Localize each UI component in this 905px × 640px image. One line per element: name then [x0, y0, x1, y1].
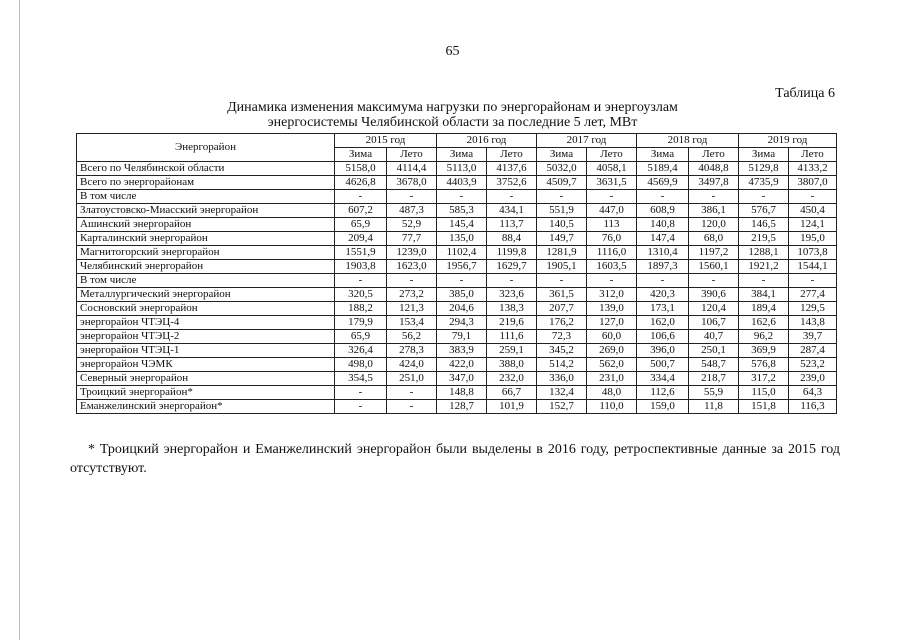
value-cell: 287,4: [789, 344, 837, 358]
value-cell: 487,3: [387, 204, 437, 218]
value-cell: 551,9: [537, 204, 587, 218]
header-year: 2016 год: [437, 134, 537, 148]
value-cell: 250,1: [689, 344, 739, 358]
value-cell: 4058,1: [587, 162, 637, 176]
value-cell: 607,2: [335, 204, 387, 218]
page-edge-line: [19, 0, 20, 640]
table-title-line-2: энергосистемы Челябинской области за последние 5 лет, МВт: [267, 115, 638, 130]
value-cell: 111,6: [487, 330, 537, 344]
value-cell: 369,9: [739, 344, 789, 358]
value-cell: 120,0: [689, 218, 739, 232]
value-cell: 121,3: [387, 302, 437, 316]
value-cell: 576,7: [739, 204, 789, 218]
value-cell: 294,3: [437, 316, 487, 330]
value-cell: 55,9: [689, 386, 739, 400]
value-cell: 5113,0: [437, 162, 487, 176]
value-cell: 4569,9: [637, 176, 689, 190]
value-cell: 162,0: [637, 316, 689, 330]
value-cell: -: [789, 274, 837, 288]
table-row: [77, 232, 837, 246]
region-name-cell: Магнитогорский энергорайон: [77, 246, 335, 260]
value-cell: 40,7: [689, 330, 739, 344]
value-cell: 113: [587, 218, 637, 232]
value-cell: 1310,4: [637, 246, 689, 260]
value-cell: 52,9: [387, 218, 437, 232]
value-cell: 1897,3: [637, 260, 689, 274]
value-cell: 176,2: [537, 316, 587, 330]
value-cell: 361,5: [537, 288, 587, 302]
value-cell: 140,5: [537, 218, 587, 232]
value-cell: 323,6: [487, 288, 537, 302]
value-cell: 4114,4: [387, 162, 437, 176]
table-row: [77, 176, 837, 190]
value-cell: 3631,5: [587, 176, 637, 190]
table-row: [77, 204, 837, 218]
value-cell: 149,7: [537, 232, 587, 246]
value-cell: 4133,2: [789, 162, 837, 176]
value-cell: 68,0: [689, 232, 739, 246]
region-name-cell: В том числе: [77, 274, 335, 288]
value-cell: 115,0: [739, 386, 789, 400]
value-cell: -: [739, 190, 789, 204]
value-cell: 106,6: [637, 330, 689, 344]
value-cell: 39,7: [789, 330, 837, 344]
table-row: [77, 162, 837, 176]
load-table: [76, 133, 837, 414]
value-cell: 66,7: [487, 386, 537, 400]
table-row: [77, 274, 837, 288]
value-cell: 138,3: [487, 302, 537, 316]
region-name-cell: Северный энергорайон: [77, 372, 335, 386]
value-cell: 523,2: [789, 358, 837, 372]
value-cell: 422,0: [437, 358, 487, 372]
value-cell: 388,0: [487, 358, 537, 372]
region-name-cell: Челябинский энергорайон: [77, 260, 335, 274]
value-cell: 251,0: [387, 372, 437, 386]
value-cell: 77,7: [387, 232, 437, 246]
value-cell: -: [387, 386, 437, 400]
value-cell: 273,2: [387, 288, 437, 302]
table-row: [77, 330, 837, 344]
value-cell: 129,5: [789, 302, 837, 316]
value-cell: 1197,2: [689, 246, 739, 260]
value-cell: 145,4: [437, 218, 487, 232]
value-cell: 1281,9: [537, 246, 587, 260]
value-cell: 179,9: [335, 316, 387, 330]
value-cell: 320,5: [335, 288, 387, 302]
value-cell: -: [587, 274, 637, 288]
value-cell: 1199,8: [487, 246, 537, 260]
value-cell: 383,9: [437, 344, 487, 358]
value-cell: 232,0: [487, 372, 537, 386]
value-cell: 396,0: [637, 344, 689, 358]
table-row: [77, 246, 837, 260]
value-cell: 146,5: [739, 218, 789, 232]
value-cell: 143,8: [789, 316, 837, 330]
value-cell: 1603,5: [587, 260, 637, 274]
value-cell: -: [335, 400, 387, 414]
table-row: [77, 400, 837, 414]
header-winter: Зима: [537, 148, 587, 162]
value-cell: 3497,8: [689, 176, 739, 190]
value-cell: 151,8: [739, 400, 789, 414]
value-cell: 76,0: [587, 232, 637, 246]
value-cell: -: [789, 190, 837, 204]
table-row: [77, 316, 837, 330]
table-row: [77, 372, 837, 386]
header-winter: Зима: [637, 148, 689, 162]
value-cell: 3752,6: [487, 176, 537, 190]
header-summer: Лето: [487, 148, 537, 162]
value-cell: 1921,2: [739, 260, 789, 274]
value-cell: 608,9: [637, 204, 689, 218]
value-cell: -: [335, 274, 387, 288]
value-cell: 113,7: [487, 218, 537, 232]
value-cell: 5032,0: [537, 162, 587, 176]
value-cell: 1544,1: [789, 260, 837, 274]
value-cell: 65,9: [335, 218, 387, 232]
value-cell: -: [689, 274, 739, 288]
table-row: [77, 260, 837, 274]
value-cell: 128,7: [437, 400, 487, 414]
value-cell: -: [739, 274, 789, 288]
value-cell: 159,0: [637, 400, 689, 414]
value-cell: 390,6: [689, 288, 739, 302]
table-label: Таблица 6: [775, 86, 835, 101]
header-year: 2019 год: [739, 134, 837, 148]
value-cell: 269,0: [587, 344, 637, 358]
region-name-cell: Всего по энергорайонам: [77, 176, 335, 190]
header-region: Энергорайон: [77, 134, 335, 162]
value-cell: 188,2: [335, 302, 387, 316]
value-cell: 424,0: [387, 358, 437, 372]
value-cell: 312,0: [587, 288, 637, 302]
value-cell: 1905,1: [537, 260, 587, 274]
value-cell: 326,4: [335, 344, 387, 358]
value-cell: 147,4: [637, 232, 689, 246]
value-cell: -: [487, 190, 537, 204]
value-cell: 1239,0: [387, 246, 437, 260]
value-cell: 259,1: [487, 344, 537, 358]
value-cell: 4626,8: [335, 176, 387, 190]
page-number: 65: [445, 44, 460, 59]
value-cell: 116,3: [789, 400, 837, 414]
value-cell: 219,5: [739, 232, 789, 246]
value-cell: 386,1: [689, 204, 739, 218]
value-cell: 514,2: [537, 358, 587, 372]
value-cell: 204,6: [437, 302, 487, 316]
value-cell: 5129,8: [739, 162, 789, 176]
value-cell: 5158,0: [335, 162, 387, 176]
value-cell: -: [387, 274, 437, 288]
value-cell: 562,0: [587, 358, 637, 372]
value-cell: 354,5: [335, 372, 387, 386]
value-cell: 162,6: [739, 316, 789, 330]
value-cell: 278,3: [387, 344, 437, 358]
region-name-cell: Троицкий энергорайон*: [77, 386, 335, 400]
table-row: [77, 190, 837, 204]
value-cell: -: [689, 190, 739, 204]
value-cell: 500,7: [637, 358, 689, 372]
value-cell: 207,7: [537, 302, 587, 316]
value-cell: 231,0: [587, 372, 637, 386]
value-cell: 1116,0: [587, 246, 637, 260]
region-name-cell: энергорайон ЧЭМК: [77, 358, 335, 372]
region-name-cell: энергорайон ЧТЭЦ-2: [77, 330, 335, 344]
value-cell: 173,1: [637, 302, 689, 316]
value-cell: 152,7: [537, 400, 587, 414]
region-name-cell: Ашинский энергорайон: [77, 218, 335, 232]
header-year: 2015 год: [335, 134, 437, 148]
value-cell: 120,4: [689, 302, 739, 316]
header-year: 2018 год: [637, 134, 739, 148]
value-cell: -: [487, 274, 537, 288]
value-cell: 498,0: [335, 358, 387, 372]
value-cell: 64,3: [789, 386, 837, 400]
value-cell: 1956,7: [437, 260, 487, 274]
value-cell: 334,4: [637, 372, 689, 386]
region-name-cell: Металлургический энергорайон: [77, 288, 335, 302]
value-cell: 11,8: [689, 400, 739, 414]
value-cell: 60,0: [587, 330, 637, 344]
value-cell: 384,1: [739, 288, 789, 302]
value-cell: -: [335, 386, 387, 400]
value-cell: 72,3: [537, 330, 587, 344]
value-cell: 135,0: [437, 232, 487, 246]
value-cell: 317,2: [739, 372, 789, 386]
region-name-cell: Всего по Челябинской области: [77, 162, 335, 176]
value-cell: 153,4: [387, 316, 437, 330]
value-cell: 1560,1: [689, 260, 739, 274]
value-cell: 4509,7: [537, 176, 587, 190]
value-cell: 124,1: [789, 218, 837, 232]
value-cell: 88,4: [487, 232, 537, 246]
value-cell: 148,8: [437, 386, 487, 400]
footnote: * Троицкий энергорайон и Еманжелинский энергорайон были выделены в 2016 году, ретроспективные данные за 2015 год отсутствуют.: [70, 442, 840, 476]
value-cell: 3807,0: [789, 176, 837, 190]
value-cell: 106,7: [689, 316, 739, 330]
value-cell: 218,7: [689, 372, 739, 386]
value-cell: 1903,8: [335, 260, 387, 274]
header-winter: Зима: [335, 148, 387, 162]
value-cell: 189,4: [739, 302, 789, 316]
value-cell: -: [437, 274, 487, 288]
value-cell: -: [537, 274, 587, 288]
value-cell: 239,0: [789, 372, 837, 386]
value-cell: 65,9: [335, 330, 387, 344]
value-cell: 219,6: [487, 316, 537, 330]
table-row: [77, 358, 837, 372]
value-cell: 1073,8: [789, 246, 837, 260]
region-name-cell: энергорайон ЧТЭЦ-1: [77, 344, 335, 358]
header-winter: Зима: [739, 148, 789, 162]
value-cell: 4735,9: [739, 176, 789, 190]
table-row: [77, 302, 837, 316]
value-cell: -: [437, 190, 487, 204]
value-cell: 1102,4: [437, 246, 487, 260]
value-cell: 548,7: [689, 358, 739, 372]
value-cell: 3678,0: [387, 176, 437, 190]
value-cell: 4137,6: [487, 162, 537, 176]
table-row: [77, 386, 837, 400]
value-cell: 447,0: [587, 204, 637, 218]
value-cell: 4048,8: [689, 162, 739, 176]
value-cell: -: [387, 190, 437, 204]
value-cell: 1623,0: [387, 260, 437, 274]
value-cell: 277,4: [789, 288, 837, 302]
table-title-line-1: Динамика изменения максимума нагрузки по энергорайонам и энергоузлам: [227, 100, 678, 115]
value-cell: 101,9: [487, 400, 537, 414]
region-name-cell: Еманжелинский энергорайон*: [77, 400, 335, 414]
value-cell: 140,8: [637, 218, 689, 232]
value-cell: 347,0: [437, 372, 487, 386]
value-cell: 112,6: [637, 386, 689, 400]
value-cell: 209,4: [335, 232, 387, 246]
value-cell: 4403,9: [437, 176, 487, 190]
header-winter: Зима: [437, 148, 487, 162]
value-cell: 127,0: [587, 316, 637, 330]
header-row-years: [77, 134, 837, 148]
value-cell: 576,8: [739, 358, 789, 372]
value-cell: 79,1: [437, 330, 487, 344]
region-name-cell: энергорайон ЧТЭЦ-4: [77, 316, 335, 330]
table-title: [0, 100, 905, 130]
table-row: [77, 218, 837, 232]
value-cell: -: [637, 274, 689, 288]
header-summer: Лето: [387, 148, 437, 162]
value-cell: 48,0: [587, 386, 637, 400]
table-row: [77, 288, 837, 302]
value-cell: 1288,1: [739, 246, 789, 260]
table-body: [77, 162, 837, 414]
header-summer: Лето: [789, 148, 837, 162]
table-row: [77, 344, 837, 358]
value-cell: 1551,9: [335, 246, 387, 260]
value-cell: -: [537, 190, 587, 204]
value-cell: 450,4: [789, 204, 837, 218]
value-cell: -: [587, 190, 637, 204]
value-cell: 96,2: [739, 330, 789, 344]
value-cell: -: [335, 190, 387, 204]
value-cell: 585,3: [437, 204, 487, 218]
value-cell: 132,4: [537, 386, 587, 400]
header-summer: Лето: [689, 148, 739, 162]
header-summer: Лето: [587, 148, 637, 162]
value-cell: -: [387, 400, 437, 414]
value-cell: 345,2: [537, 344, 587, 358]
value-cell: 110,0: [587, 400, 637, 414]
region-name-cell: Карталинский энергорайон: [77, 232, 335, 246]
value-cell: 195,0: [789, 232, 837, 246]
header-year: 2017 год: [537, 134, 637, 148]
value-cell: -: [637, 190, 689, 204]
region-name-cell: В том числе: [77, 190, 335, 204]
region-name-cell: Златоустовско-Миасский энергорайон: [77, 204, 335, 218]
value-cell: 56,2: [387, 330, 437, 344]
value-cell: 1629,7: [487, 260, 537, 274]
region-name-cell: Сосновский энергорайон: [77, 302, 335, 316]
value-cell: 139,0: [587, 302, 637, 316]
value-cell: 434,1: [487, 204, 537, 218]
value-cell: 336,0: [537, 372, 587, 386]
value-cell: 420,3: [637, 288, 689, 302]
value-cell: 385,0: [437, 288, 487, 302]
value-cell: 5189,4: [637, 162, 689, 176]
